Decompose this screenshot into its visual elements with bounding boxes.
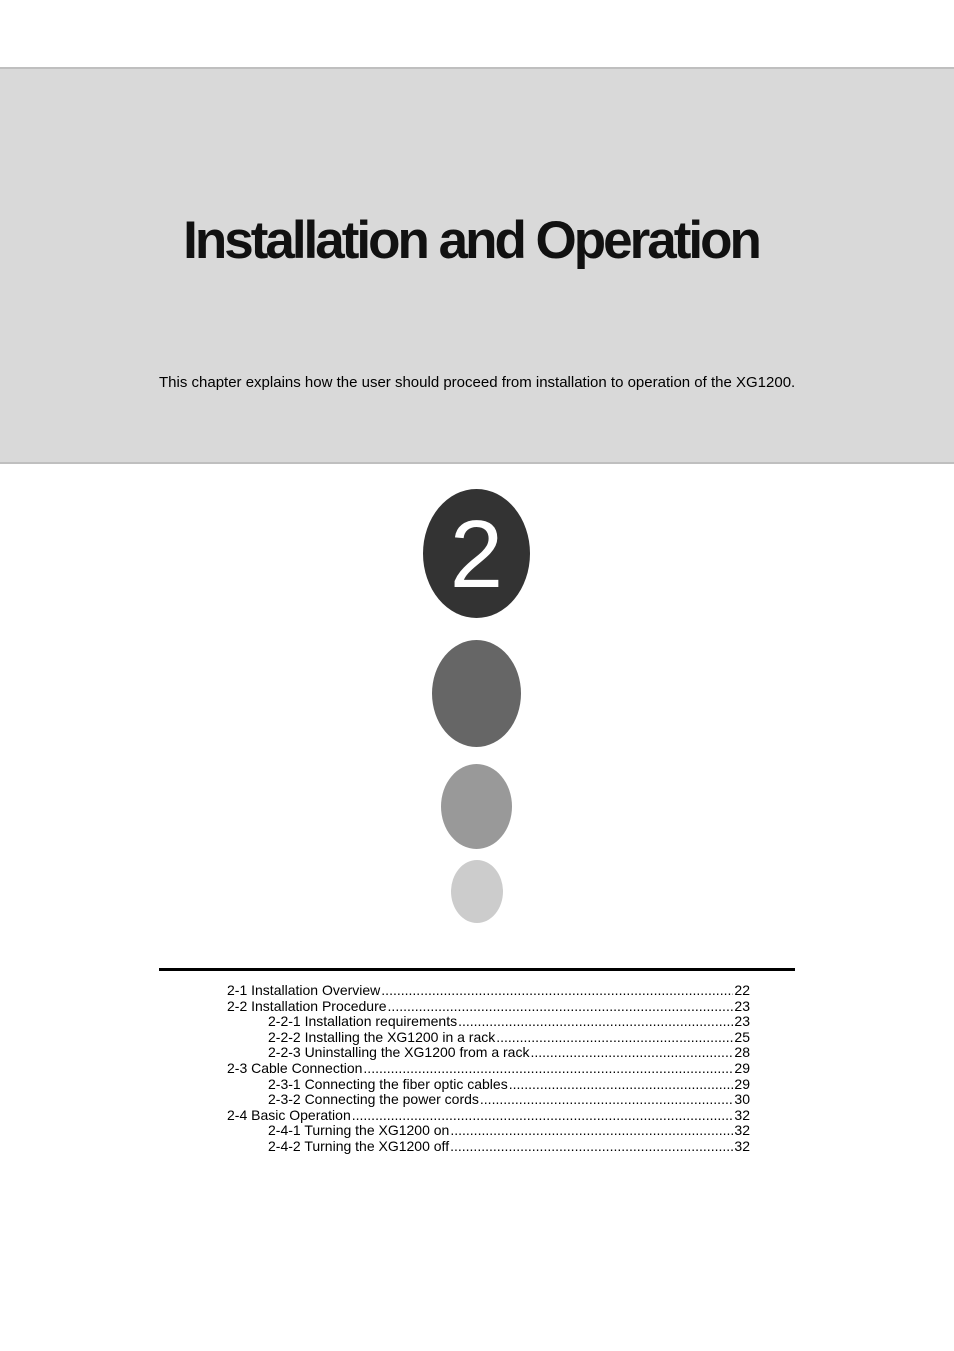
toc-entry-page: 30 [734,1091,750,1108]
toc-entry-label: 2-2-3 Uninstalling the XG1200 from a rack [268,1044,530,1061]
decorative-circle-small [451,860,503,923]
toc-entry-page: 29 [734,1075,750,1092]
toc-entry-page: 32 [734,1138,750,1154]
toc-entry-label: 2-2-1 Installation requirements [268,1013,458,1030]
toc-entry[interactable] [268,1076,750,1092]
toc-divider [159,968,795,971]
toc-leader-dots [530,1044,733,1060]
toc-leader-dots [450,1122,733,1138]
toc-leader-dots [363,1060,733,1076]
toc-entry-label: 2-3-2 Connecting the power cords [268,1091,479,1108]
toc-leader-dots [509,1076,734,1092]
toc-entry[interactable] [227,982,750,998]
toc-entry-label: 2-3 Cable Connection [227,1060,363,1076]
toc-leader-dots [352,1107,734,1123]
toc-leader-dots [458,1013,733,1029]
toc-entry-page: 22 [734,982,750,998]
toc-entry-label: 2-3-1 Connecting the fiber optic cables [268,1075,508,1092]
toc-leader-dots [496,1029,733,1045]
decorative-circle-large [432,640,521,747]
chapter-number-circle [423,489,530,618]
toc-entry-label: 2-4-2 Turning the XG1200 off [268,1138,450,1154]
toc-entry[interactable] [268,1091,750,1107]
toc-entry-page: 28 [734,1044,750,1061]
toc-entry-page: 29 [734,1060,750,1076]
toc-entry-page: 23 [734,997,750,1014]
toc-entry-label: 2-1 Installation Overview [227,982,381,998]
toc-entry[interactable] [227,1107,750,1123]
chapter-intro: This chapter explains how the user should proceed from installation to operation of the XG1200. [159,374,796,391]
toc-entry[interactable] [268,1029,750,1045]
toc-entry[interactable] [268,1044,750,1060]
chapter-title: Installation and Operation [183,211,759,270]
toc-entry-label: 2-2-2 Installing the XG1200 in a rack [268,1028,496,1045]
toc-entry[interactable] [268,1138,750,1154]
toc-entry-label: 2-4 Basic Operation [227,1106,351,1123]
toc-entry-page: 25 [734,1028,750,1045]
toc-entry-label: 2-2 Installation Procedure [227,997,387,1014]
toc-entry[interactable] [227,1060,750,1076]
toc-entry-page: 32 [734,1122,750,1139]
chapter-number: 2 [449,500,504,608]
decorative-circle-medium [441,764,512,849]
toc-leader-dots [388,998,734,1014]
toc-entry-page: 32 [734,1106,750,1123]
toc-entry[interactable] [268,1013,750,1029]
toc-entry-page: 23 [734,1013,750,1030]
toc-leader-dots [480,1091,734,1107]
toc-entry-label: 2-4-1 Turning the XG1200 on [268,1122,450,1139]
toc-leader-dots [450,1138,733,1154]
toc-entry[interactable] [268,1122,750,1138]
toc-leader-dots [381,982,733,998]
toc-entry[interactable] [227,998,750,1014]
